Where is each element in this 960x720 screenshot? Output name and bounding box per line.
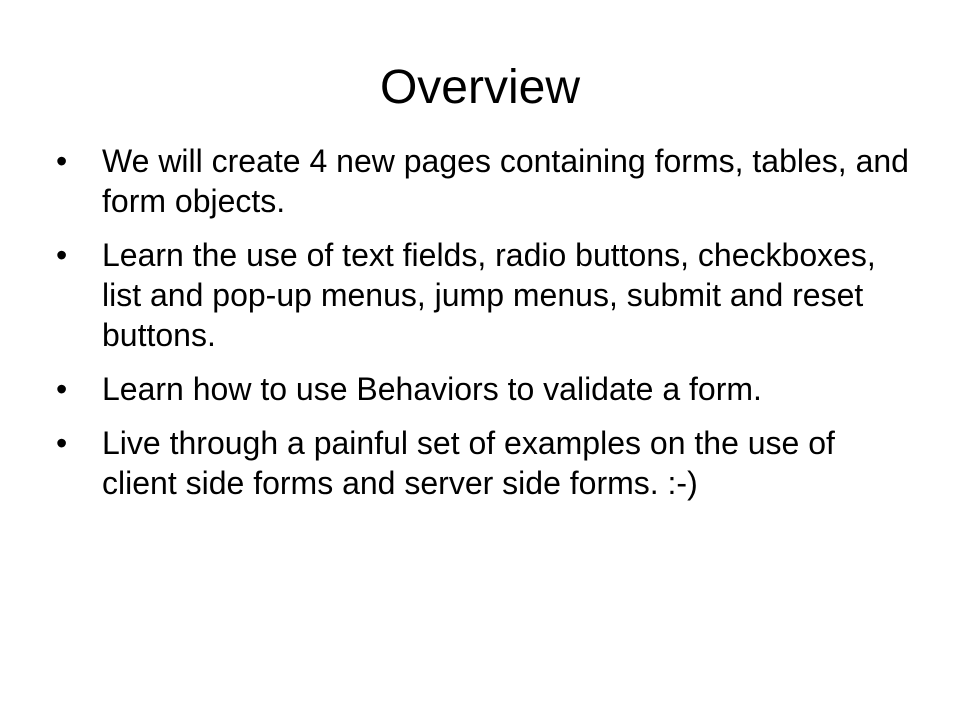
bullet-list — [56, 141, 916, 517]
bullet-item — [56, 141, 916, 221]
bullet-item — [56, 369, 916, 409]
bullet-text: Learn how to use Behaviors to validate a form. — [102, 371, 762, 407]
bullet-icon: • — [56, 371, 68, 407]
bullet-text: Live through a painful set of examples on the use of client side forms and server side forms. :-) — [102, 425, 835, 501]
bullet-item — [56, 235, 916, 355]
bullet-icon: • — [56, 237, 68, 273]
slide-title: Overview — [379, 61, 581, 114]
bullet-text: Learn the use of text fields, radio buttons, checkboxes, list and pop-up menus, jump menus, submit and reset buttons. — [102, 237, 876, 353]
bullet-icon: • — [56, 143, 68, 179]
bullet-item — [56, 423, 916, 503]
bullet-text: We will create 4 new pages containing forms, tables, and form objects. — [102, 143, 909, 219]
bullet-icon: • — [56, 425, 68, 461]
